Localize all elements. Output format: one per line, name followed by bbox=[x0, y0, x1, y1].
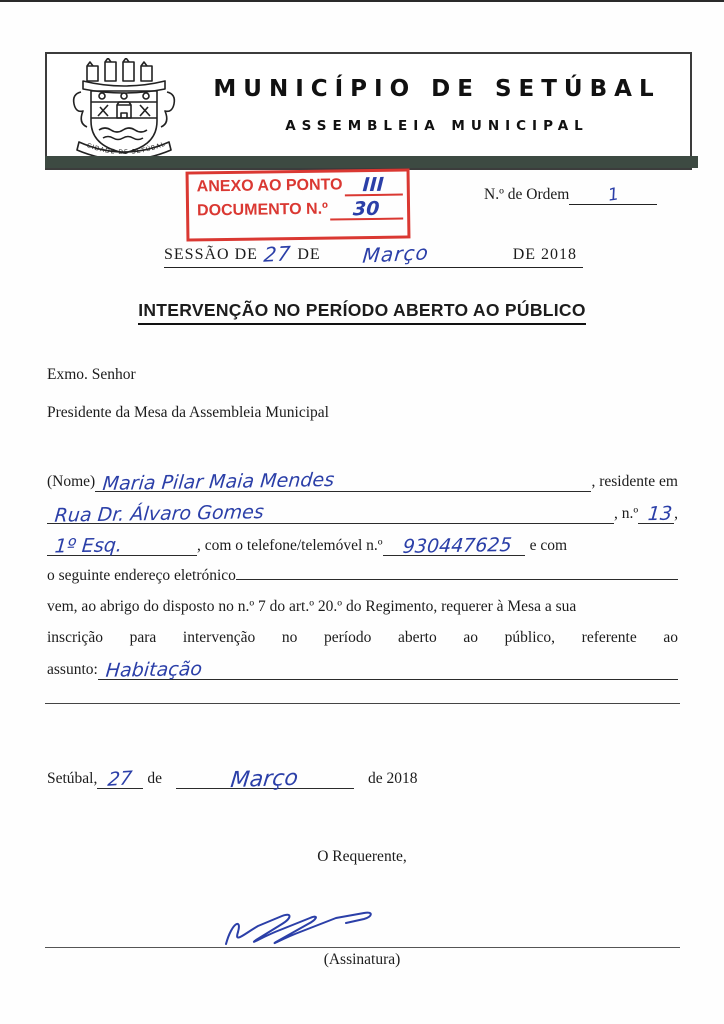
stamp-anexo-label: ANEXO AO PONTO bbox=[196, 176, 343, 196]
signature-scribble bbox=[218, 908, 388, 952]
header-green-bar bbox=[45, 156, 698, 168]
municipal-header-box bbox=[45, 52, 692, 170]
date-day-fill bbox=[97, 768, 143, 789]
email-label: o seguinte endereço eletrónico bbox=[47, 567, 236, 584]
handwritten-ponto-number: III bbox=[362, 173, 385, 197]
email-fill-line bbox=[236, 579, 678, 580]
anexo-stamp-box bbox=[186, 168, 411, 241]
date-month-fill bbox=[176, 765, 354, 794]
requester-label: O Requerente, bbox=[317, 848, 407, 865]
form-line-phone bbox=[47, 535, 678, 556]
order-fill-line bbox=[569, 186, 657, 205]
assunto-label: assunto: bbox=[47, 661, 98, 678]
city-label: Setúbal, bbox=[47, 770, 98, 787]
session-month-slot bbox=[321, 240, 471, 268]
nome-label: (Nome) bbox=[47, 473, 96, 490]
order-label: N.º de Ordem bbox=[484, 186, 570, 203]
phone-suffix: e com bbox=[529, 537, 568, 554]
numero-suffix: , bbox=[674, 505, 678, 522]
address-fill-line bbox=[47, 501, 614, 527]
stamp-documento-label: DOCUMENTO N.º bbox=[196, 200, 329, 220]
handwritten-phone: 930447625 bbox=[401, 533, 513, 558]
floor-fill-line bbox=[47, 535, 197, 556]
handwritten-day: 27 bbox=[106, 767, 134, 791]
assembly-subtitle: ASSEMBLEIA MUNICIPAL bbox=[285, 118, 589, 134]
stamp-row-documento bbox=[189, 195, 407, 222]
session-prefix: SESSÃO DE bbox=[164, 246, 258, 263]
handwritten-session-month: Março bbox=[361, 240, 430, 268]
residente-label: , residente em bbox=[591, 473, 678, 490]
handwritten-documento-number: 30 bbox=[352, 197, 381, 221]
order-number-line bbox=[484, 186, 657, 205]
header-text-block bbox=[197, 76, 677, 134]
form-line-address bbox=[47, 501, 678, 527]
document-title: INTERVENÇÃO NO PERÍODO ABERTO AO PÚBLICO bbox=[138, 300, 586, 325]
setubal-coat-of-arms-icon bbox=[65, 58, 183, 162]
name-fill-line bbox=[95, 468, 591, 495]
session-date-line bbox=[164, 242, 583, 268]
body-line1: vem, ao abrigo do disposto no n.º 7 do art.º 20.º do Regimento, requerer à Mesa a sua bbox=[47, 598, 577, 615]
assunto-fill-line bbox=[98, 659, 678, 680]
form-line-email bbox=[47, 567, 678, 585]
signature-caption: (Assinatura) bbox=[323, 951, 401, 968]
handwritten-address: Rua Dr. Álvaro Gomes bbox=[53, 501, 265, 527]
stamp-anexo-fill bbox=[344, 174, 403, 197]
handwritten-month: Março bbox=[229, 765, 300, 794]
handwritten-session-day: 27 bbox=[262, 241, 293, 267]
date-de1: de bbox=[147, 770, 163, 787]
place-date-line bbox=[47, 765, 422, 794]
handwritten-floor: 1º Esq. bbox=[53, 534, 123, 558]
handwritten-order-number: 1 bbox=[606, 184, 621, 206]
document-title-wrap bbox=[0, 300, 724, 325]
body-line2: inscrição para intervenção no período aberto ao público, referente ao bbox=[47, 629, 678, 646]
stamp-documento-fill bbox=[330, 198, 403, 221]
handwritten-door-number: 13 bbox=[646, 502, 674, 526]
salutation-line2: Presidente da Mesa da Assembleia Municipal bbox=[47, 404, 329, 421]
door-number-fill bbox=[638, 503, 674, 524]
phone-label: , com o telefone/telemóvel n.º bbox=[197, 537, 383, 554]
salutation-line1: Exmo. Senhor bbox=[47, 366, 136, 383]
form-line-assunto bbox=[47, 659, 678, 680]
municipality-title: MUNICÍPIO DE SETÚBAL bbox=[213, 76, 661, 102]
phone-fill-line bbox=[383, 535, 525, 556]
numero-label: , n.º bbox=[613, 505, 639, 522]
date-de2: de 2018 bbox=[368, 770, 418, 787]
session-year: DE 2018 bbox=[512, 246, 578, 263]
handwritten-name: Maria Pilar Maia Mendes bbox=[101, 468, 336, 495]
signature-rule bbox=[45, 947, 680, 948]
stamp-row-anexo bbox=[189, 171, 407, 198]
session-de: DE bbox=[297, 246, 321, 263]
form-line-name bbox=[47, 468, 678, 495]
scan-artifact-line bbox=[0, 0, 724, 2]
crest-motto: CIDADE DE SETÚBAL bbox=[85, 140, 167, 157]
svg-text:CIDADE DE SETÚBAL bbox=[86, 141, 167, 156]
empty-fill-line bbox=[45, 703, 680, 704]
handwritten-assunto: Habitação bbox=[104, 658, 203, 682]
